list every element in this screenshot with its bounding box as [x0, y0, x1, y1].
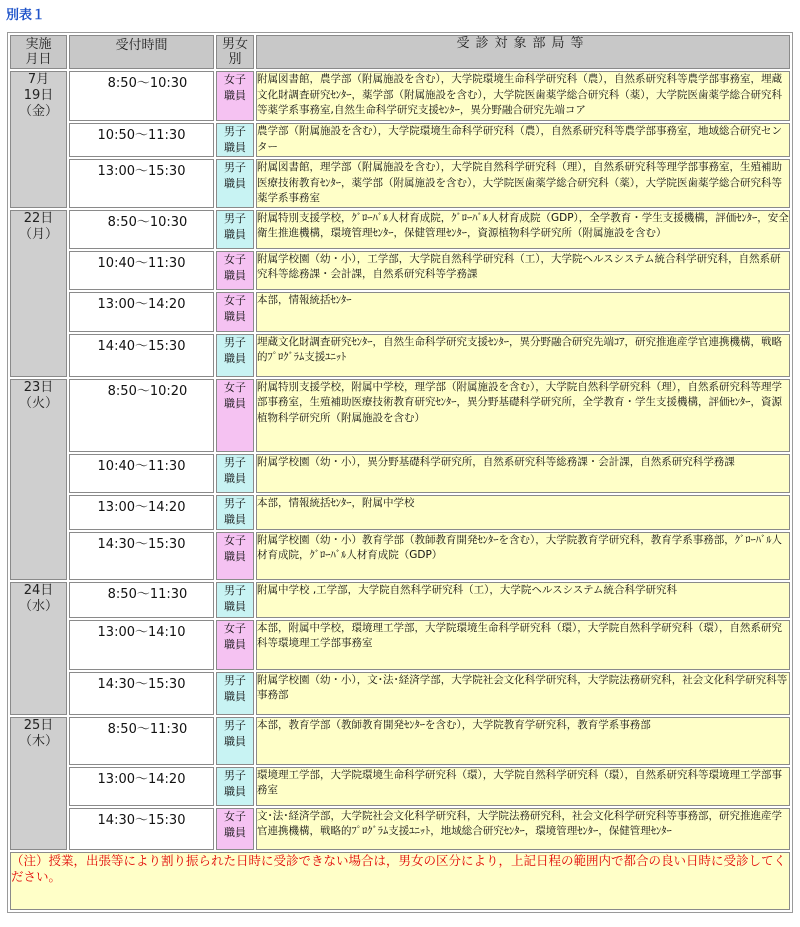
time-text: 13:00～14:20: [97, 296, 186, 312]
dept-cell: 本部，教育学部（教師教育開発ｾﾝﾀｰを含む），大学院教育学研究科，教育学系事務部: [256, 717, 790, 765]
time-cell: [69, 582, 214, 618]
gender-badge-female: [216, 292, 254, 332]
header-dept: 受診対象部局等: [256, 35, 790, 69]
gender-badge-male: [216, 672, 254, 715]
header-date: [10, 35, 67, 69]
time-cell: [69, 454, 214, 493]
gender-badge-male: [216, 495, 254, 530]
gender-badge-male: [216, 159, 254, 208]
time-cell: [69, 379, 214, 452]
time-cell: [69, 123, 214, 157]
gender-line: 女子: [224, 809, 246, 823]
schedule-row: [10, 495, 790, 530]
gender-line: 女子: [224, 380, 246, 394]
gender-badge-female: [216, 808, 254, 850]
gender-badge-male: [216, 334, 254, 377]
date-line: 19日: [23, 88, 54, 103]
dept-cell: 附属図書館，農学部（附属施設を含む），大学院環境生命科学研究科（農），自然系研究科等農学部事務室，埋蔵文化財調査研究ｾﾝﾀｰ，薬学部（附属施設を含む），大学院医歯薬学総合研究科（薬），大学院医歯薬学総合研究科等薬学系事務室,自然生命科学研究支援ｾﾝﾀｰ，異分野融合研究先端コア: [256, 71, 790, 121]
gender-line: 女子: [224, 621, 246, 635]
time-cell: [69, 808, 214, 850]
gender-line: 男子: [224, 673, 246, 687]
gender-line: 職員: [224, 549, 246, 563]
schedule-body: [10, 35, 790, 910]
gender-badge-male: [216, 123, 254, 157]
gender-line: 職員: [224, 599, 246, 613]
gender-badge-female: [216, 620, 254, 670]
dept-cell: 附属特別支援学校，附属中学校，理学部（附属施設を含む），大学院自然科学研究科（理），自然系研究科等理学部事務室，生殖補助医療技術教育研究ｾﾝﾀｰ，異分野基礎科学研究所，全学教育・学生支援機構，評価ｾﾝﾀｰ，資源植物科学研究所（附属施設を含む）: [256, 379, 790, 452]
dept-cell: 附属学校園（幼・小），文･法･経済学部，大学院社会文化科学研究科，大学院法務研究科，社会文化科学研究科等事務部: [256, 672, 790, 715]
dept-cell: 本部，附属中学校，環境理工学部，大学院環境生命科学研究科（環），大学院自然科学研究科（環），自然系研究科等環境理工学部事務室: [256, 620, 790, 670]
dept-cell: 附属学校園（幼・小），異分野基礎科学研究所，自然系研究科等総務課・会計課，自然系研究科学務課: [256, 454, 790, 493]
page-title: 別表１: [6, 8, 46, 23]
time-cell: [69, 620, 214, 670]
date-cell: [10, 71, 67, 208]
time-cell: [69, 251, 214, 290]
dept-cell: 農学部（附属施設を含む），大学院環境生命科学研究科（農），自然系研究科等農学部事務室，地域総合研究センター: [256, 123, 790, 157]
gender-badge-female: [216, 532, 254, 580]
date-line: （月）: [18, 226, 58, 242]
schedule-row: [10, 454, 790, 493]
gender-line: 職員: [224, 734, 246, 748]
header-row: [10, 35, 790, 69]
dept-cell: 文･法･経済学部，大学院社会文化科学研究科，大学院法務研究科，社会文化科学研究科等事務部，研究推進産学官連携機構，戦略的ﾌﾟﾛｸﾞﾗﾑ支援ﾕﾆｯﾄ，地域総合研究ｾﾝﾀｰ，環境管理ｾﾝﾀｰ，保健管理ｾﾝﾀｰ: [256, 808, 790, 850]
gender-line: 男子: [224, 161, 246, 174]
gender-line: 男子: [224, 718, 246, 732]
gender-line: 女子: [224, 293, 246, 307]
gender-line: 職員: [224, 825, 246, 839]
note-text: （注）授業，出張等により割り振られた日時に受診できない場合は，男女の区分により，上記日程の範囲内で都合の良い日時に受診してください。: [10, 852, 790, 910]
dept-cell: 附属図書館，理学部（附属施設を含む），大学院自然科学研究科（理），自然系研究科等理学部事務室，生殖補助医療技術教育ｾﾝﾀｰ，薬学部（附属施設を含む），大学院医歯薬学総合研究科（薬），大学院医歯薬学総合研究科等薬学系事務室: [256, 159, 790, 208]
time-text: 13:00～15:30: [97, 164, 186, 179]
gender-badge-female: [216, 379, 254, 452]
header-date-line1: 実施: [25, 37, 52, 52]
date-cell: [10, 210, 67, 377]
schedule-row: [10, 334, 790, 377]
time-cell: [69, 210, 214, 249]
schedule-row: [10, 620, 790, 670]
time-text: 14:40～15:30: [97, 338, 186, 354]
gender-badge-female: [216, 251, 254, 290]
schedule-row: [10, 672, 790, 715]
gender-line: 男子: [224, 335, 246, 349]
gender-line: 職員: [224, 89, 246, 102]
schedule-row: [10, 159, 790, 208]
dept-cell: 附属中学校 ,工学部，大学院自然科学研究科（工），大学院ヘルスシステム統合科学研究科: [256, 582, 790, 618]
dept-cell: 環境理工学部，大学院環境生命科学研究科（環），大学院自然科学研究科（環），自然系研究科等環境理工学部事務室: [256, 767, 790, 806]
schedule-row: [10, 532, 790, 580]
date-line: 7月: [27, 72, 50, 87]
date-line: 25日: [23, 717, 54, 733]
time-text: 10:50～11:30: [97, 128, 186, 143]
header-gender-line1: 男女: [221, 37, 248, 52]
time-cell: [69, 767, 214, 806]
gender-line: 職員: [224, 141, 246, 154]
gender-line: 女子: [224, 252, 246, 266]
date-line: （木）: [18, 733, 58, 749]
time-text: 13:00～14:10: [97, 624, 186, 640]
time-text: 8:50～10:30: [107, 214, 188, 230]
date-line: 24日: [23, 582, 54, 598]
header-gender: [216, 35, 254, 69]
time-text: 8:50～10:20: [107, 383, 188, 399]
gender-line: 職員: [224, 177, 246, 190]
gender-line: 男子: [224, 496, 246, 510]
date-line: 23日: [23, 379, 54, 395]
gender-line: 女子: [224, 533, 246, 547]
time-text: 13:00～14:20: [97, 499, 186, 515]
time-text: 14:30～15:30: [97, 676, 186, 692]
gender-line: 職員: [224, 309, 246, 323]
date-cell: [10, 582, 67, 715]
gender-badge-male: [216, 210, 254, 249]
dept-cell: 本部，情報統括ｾﾝﾀｰ: [256, 292, 790, 332]
time-text: 10:40～11:30: [97, 255, 186, 271]
time-text: 8:50～10:30: [107, 76, 188, 91]
gender-line: 男子: [224, 211, 246, 225]
time-cell: [69, 672, 214, 715]
gender-line: 職員: [224, 471, 246, 485]
schedule-row: [10, 210, 790, 249]
time-text: 10:40～11:30: [97, 458, 186, 474]
schedule-row: [10, 123, 790, 157]
gender-line: 女子: [224, 73, 246, 86]
gender-badge-male: [216, 582, 254, 618]
gender-line: 男子: [224, 583, 246, 597]
date-line: （水）: [18, 598, 58, 614]
schedule-table: [7, 32, 793, 913]
gender-line: 職員: [224, 637, 246, 651]
gender-line: 男子: [224, 768, 246, 782]
date-line: 22日: [23, 210, 54, 226]
dept-cell: 附属特別支援学校，ｸﾞﾛｰﾊﾞﾙ人材育成院，ｸﾞﾛｰﾊﾞﾙ人材育成院（GDP），全学教育・学生支援機構，評価ｾﾝﾀｰ，安全衛生推進機構，環境管理ｾﾝﾀｰ，保健管理ｾﾝﾀｰ，資源植物科学研究所（附属施設を含む）: [256, 210, 790, 249]
time-cell: [69, 717, 214, 765]
gender-line: 男子: [224, 125, 246, 138]
date-line: （火）: [18, 395, 58, 411]
date-line: （金）: [18, 104, 58, 119]
gender-line: 職員: [224, 512, 246, 526]
gender-line: 職員: [224, 396, 246, 410]
dept-cell: 埋蔵文化財調査研究ｾﾝﾀｰ，自然生命科学研究支援ｾﾝﾀｰ，異分野融合研究先端ｺｱ，研究推進産学官連携機構，戦略的ﾌﾟﾛｸﾞﾗﾑ支援ﾕﾆｯﾄ: [256, 334, 790, 377]
gender-line: 職員: [224, 351, 246, 365]
header-time: 受付時間: [69, 35, 214, 69]
header-gender-line2: 別: [228, 52, 242, 67]
time-text: 13:00～14:20: [97, 771, 186, 787]
date-cell: [10, 717, 67, 850]
gender-line: 職員: [224, 784, 246, 798]
dept-cell: 附属学校園（幼・小）教育学部（教師教育開発ｾﾝﾀｰを含む），大学院教育学研究科，教育学系事務部，ｸﾞﾛｰﾊﾞﾙ人材育成院，ｸﾞﾛｰﾊﾞﾙ人材育成院（GDP）: [256, 532, 790, 580]
gender-line: 職員: [224, 689, 246, 703]
time-text: 14:30～15:30: [97, 812, 186, 828]
schedule-row: [10, 71, 790, 121]
schedule-row: [10, 767, 790, 806]
header-date-line2: 月日: [25, 52, 52, 67]
time-text: 8:50～11:30: [107, 721, 188, 737]
schedule-row: [10, 251, 790, 290]
schedule-row: [10, 292, 790, 332]
time-cell: [69, 292, 214, 332]
time-text: 8:50～11:30: [107, 586, 188, 602]
time-cell: [69, 159, 214, 208]
schedule-row: [10, 582, 790, 618]
note-row: [10, 852, 790, 910]
dept-cell: 附属学校園（幼・小），工学部，大学院自然科学研究科（工），大学院ヘルスシステム統合科学研究科，自然系研究科等総務課・会計課，自然系研究科等学務課: [256, 251, 790, 290]
time-cell: [69, 495, 214, 530]
schedule-row: [10, 808, 790, 850]
dept-cell: 本部，情報統括ｾﾝﾀｰ，附属中学校: [256, 495, 790, 530]
time-cell: [69, 334, 214, 377]
date-cell: [10, 379, 67, 580]
gender-badge-male: [216, 767, 254, 806]
time-cell: [69, 71, 214, 121]
schedule-row: [10, 717, 790, 765]
time-cell: [69, 532, 214, 580]
gender-badge-male: [216, 717, 254, 765]
gender-line: 男子: [224, 455, 246, 469]
schedule-row: [10, 379, 790, 452]
gender-line: 職員: [224, 227, 246, 241]
gender-line: 職員: [224, 268, 246, 282]
gender-badge-male: [216, 454, 254, 493]
time-text: 14:30～15:30: [97, 536, 186, 552]
gender-badge-female: [216, 71, 254, 121]
